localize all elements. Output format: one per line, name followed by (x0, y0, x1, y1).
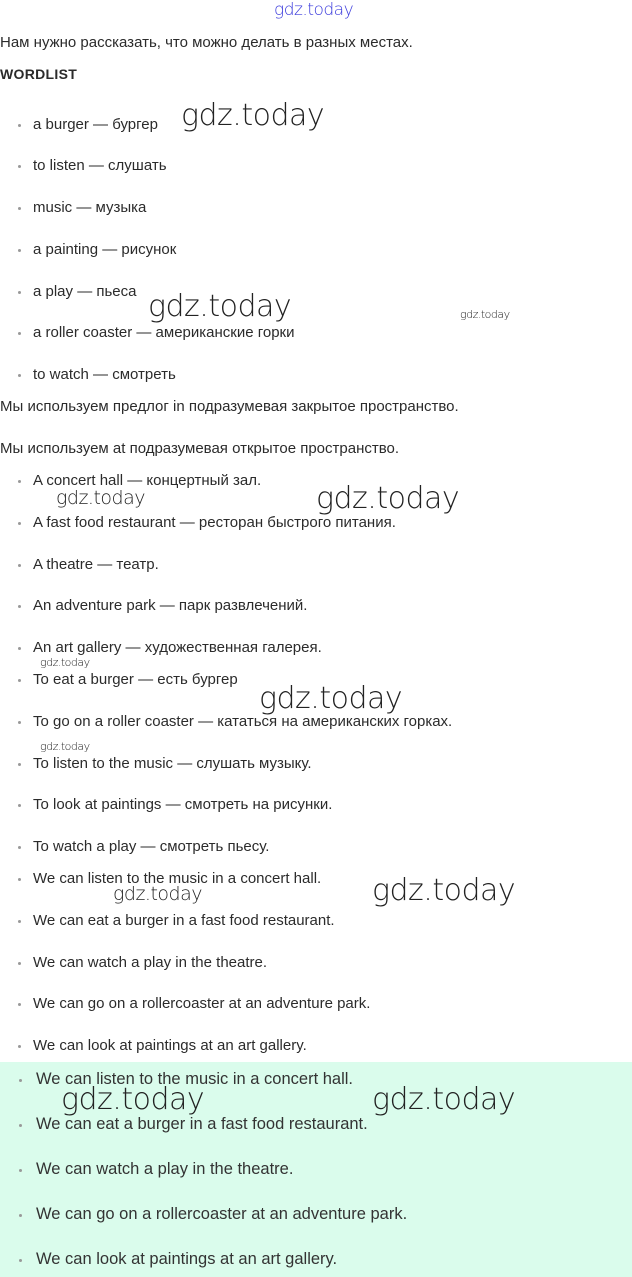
wordlist-item: to listen — слушать (33, 157, 167, 174)
sentence-item: We can go on a rollercoaster at an adventure park. (33, 995, 371, 1012)
activity-item: To look at paintings — смотреть на рисунки. (33, 796, 333, 813)
activity-item: To go on a roller coaster — кататься на американских горках. (33, 713, 453, 730)
para-in: Мы используем предлог in подразумевая закрытое пространство. (0, 398, 459, 415)
place-item: A theatre — театр. (33, 556, 159, 573)
watermark: gdz.today (372, 1082, 516, 1117)
answer-item: We can watch a play in the theatre. (36, 1160, 294, 1178)
watermark: gdz.today (460, 308, 510, 321)
answer-item: We can look at paintings at an art gallery. (36, 1250, 338, 1268)
watermark: gdz.today (56, 487, 145, 509)
intro-text: Нам нужно рассказать, что можно делать в разных местах. (0, 34, 413, 51)
sentence-item: We can look at paintings at an art gallery. (33, 1037, 307, 1054)
watermark: gdz.today (113, 883, 202, 905)
wordlist-item: a play — пьеса (33, 283, 137, 300)
wordlist-item: a burger — бургер (33, 116, 158, 133)
wordlist-item: to watch — смотреть (33, 366, 176, 383)
watermark: gdz.today (148, 289, 292, 324)
watermark: gdz.today (40, 656, 90, 669)
sentence-item: We can listen to the music in a concert hall. (33, 870, 322, 887)
place-item: A fast food restaurant — ресторан быстрого питания. (33, 514, 396, 531)
place-item: A concert hall — концертный зал. (33, 472, 262, 489)
answer-item: We can listen to the music in a concert hall. (36, 1070, 354, 1088)
activity-item: To eat a burger — есть бургер (33, 671, 238, 688)
answer-item: We can go on a rollercoaster at an adventure park. (36, 1205, 408, 1223)
wordlist-item: a roller coaster — американские горки (33, 324, 295, 341)
wordlist-heading: WORDLIST (0, 66, 78, 82)
sentence-item: We can watch a play in the theatre. (33, 954, 268, 971)
watermark-top: gdz.today (274, 0, 354, 20)
watermark: gdz.today (181, 98, 325, 133)
watermark: gdz.today (316, 481, 460, 516)
place-item: An adventure park — парк развлечений. (33, 597, 308, 614)
para-at: Мы используем at подразумевая открытое пространство. (0, 440, 400, 457)
answer-item: We can eat a burger in a fast food restaurant. (36, 1115, 368, 1133)
wordlist-item: a painting — рисунок (33, 241, 177, 258)
activity-item: To listen to the music — слушать музыку. (33, 755, 312, 772)
watermark: gdz.today (372, 873, 516, 908)
watermark: gdz.today (259, 681, 403, 716)
watermark: gdz.today (40, 740, 90, 753)
wordlist-item: music — музыка (33, 199, 147, 216)
sentence-item: We can eat a burger in a fast food restaurant. (33, 912, 335, 929)
place-item: An art gallery — художественная галерея. (33, 639, 322, 656)
watermark: gdz.today (61, 1082, 205, 1117)
activity-item: To watch a play — смотреть пьесу. (33, 838, 270, 855)
